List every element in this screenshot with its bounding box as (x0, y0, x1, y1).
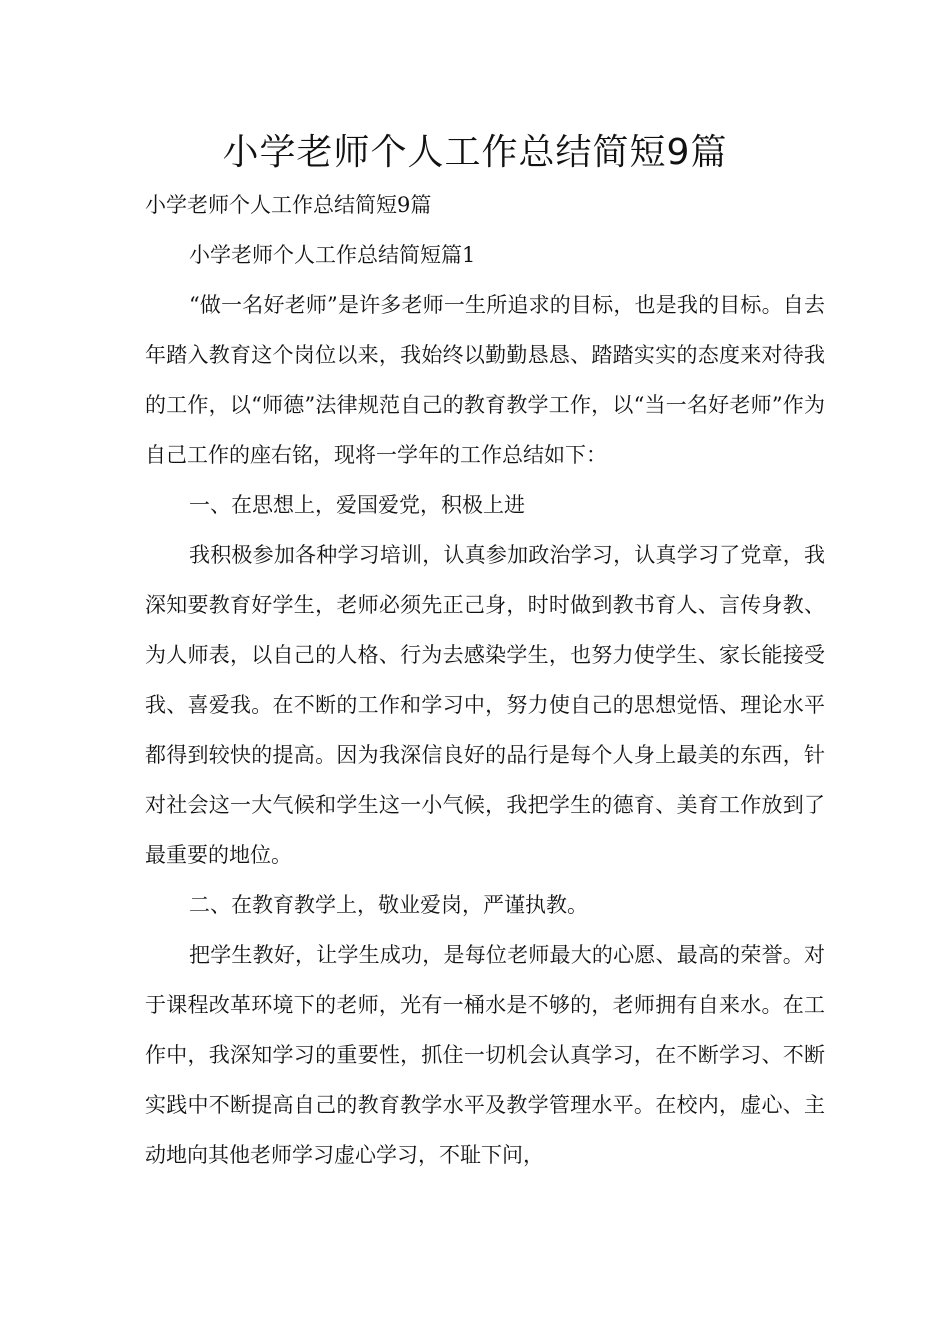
section-heading: 小学老师个人工作总结简短篇1 (189, 243, 476, 267)
paragraph-teaching: 把学生教好，让学生成功，是每位老师最大的心愿、最高的荣誉。对于课程改革环境下的老师，光有一桶水是不够的，老师拥有自来水。在工作中，我深知学习的重要性，抓住一切机会认真学习，在不断学习、不断实践中不断提高自己的教育教学水平及教学管理水平。在校内，虚心、主动地向其他老师学习虚心学习，不耻下问， (145, 943, 825, 1167)
paragraph-intro: “做一名好老师”是许多老师一生所追求的目标，也是我的目标。自去年踏入教育这个岗位以来，我始终以勤勤恳恳、踏踏实实的态度来对待我的工作，以“师德”法律规范自己的教育教学工作，以“当一名好老师”作为自己工作的座右铭，现将一学年的工作总结如下： (145, 293, 825, 467)
heading-ideology: 一、在思想上，爱国爱党，积极上进 (189, 493, 525, 517)
document-body (145, 180, 825, 1180)
document-subtitle: 小学老师个人工作总结简短9篇 (145, 193, 432, 217)
document-title: 小学老师个人工作总结简短9篇 (222, 132, 728, 173)
heading-teaching: 二、在教育教学上，敬业爱岗，严谨执教。 (189, 893, 588, 917)
paragraph-ideology: 我积极参加各种学习培训，认真参加政治学习，认真学习了党章，我深知要教育好学生，老师必须先正己身，时时做到教书育人、言传身教、为人师表，以自己的人格、行为去感染学生，也努力使学生、家长能接受我、喜爱我。在不断的工作和学习中，努力使自己的思想觉悟、理论水平都得到较快的提高。因为我深信良好的品行是每个人身上最美的东西，针对社会这一大气候和学生这一小气候，我把学生的德育、美育工作放到了最重要的地位。 (145, 543, 825, 867)
